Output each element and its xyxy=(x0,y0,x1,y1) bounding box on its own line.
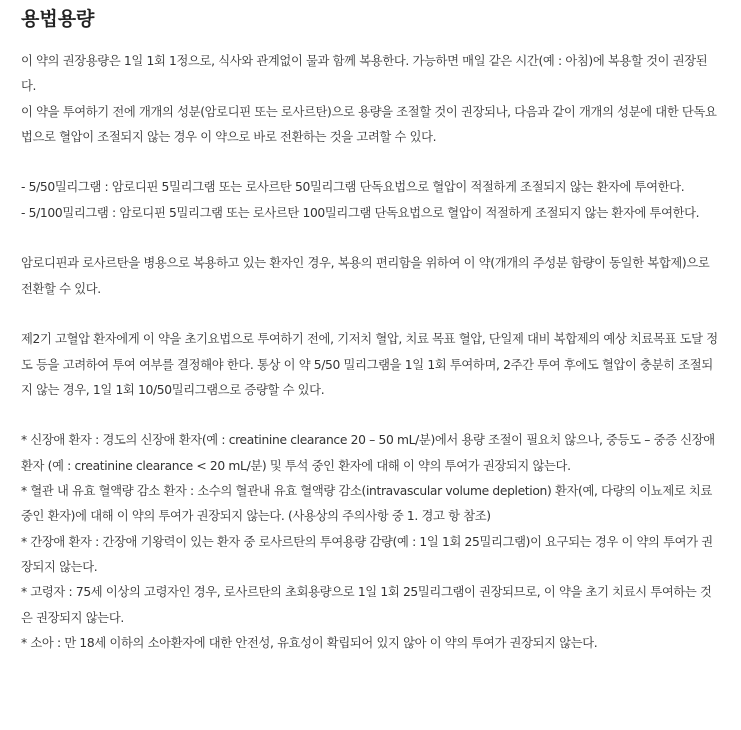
spacer xyxy=(21,302,720,327)
note-pediatric: * 소아 : 만 18세 이하의 소아환자에 대한 안전성, 유효성이 확립되어 있지 않아 이 약의 투여가 권장되지 않는다. xyxy=(21,635,598,650)
paragraph-switch: 암로디핀과 로사르탄을 병용으로 복용하고 있는 환자인 경우, 복용의 편리함을 위하여 이 약(개개의 주성분 함량이 동일한 복합제)으로 전환할 수 있다. xyxy=(21,256,710,296)
list-item-5-100: - 5/100밀리그램 : 암로디핀 5밀리그램 또는 로사르탄 100밀리그램 단독요법으로 혈압이 적절하게 조절되지 않는 환자에 투여한다. xyxy=(21,205,700,220)
dosage-content xyxy=(21,49,720,656)
section-title: 용법용량 xyxy=(21,8,95,30)
note-renal: * 신장애 환자 : 경도의 신장애 환자(예 : creatinine clearance 20 – 50 mL/분)에서 용량 조절이 필요치 않으나, 중등도 – 중증 신장애 환자 (예 : creatinine clearance < 20 mL/분) 및 투석 중인 환자에 대해 이 약의 투여가 권장되지 않는다. xyxy=(21,433,715,473)
note-volume-depletion: * 혈관 내 유효 혈액량 감소 환자 : 소수의 혈관내 유효 혈액량 감소(intravascular volume depletion) 환자(예, 다량의 이뇨제로 치료중인 환자)에 대해 이 약의 투여가 권장되지 않는다. (사용상의 주의사항 중 1. 경고 항 참조) xyxy=(21,484,712,524)
spacer xyxy=(21,150,720,175)
note-hepatic: * 간장애 환자 : 간장애 기왕력이 있는 환자 중 로사르탄의 투여용량 감량(예 : 1일 1회 25밀리그램)이 요구되는 경우 이 약의 투여가 권장되지 않는다. xyxy=(21,534,713,574)
paragraph-stage2: 제2기 고혈압 환자에게 이 약을 초기요법으로 투여하기 전에, 기저치 혈압, 치료 목표 혈압, 단일제 대비 복합제의 예상 치료목표 도달 정도 등을 고려하여 투여 여부를 결정해야 한다. 통상 이 약 5/50 밀리그램을 1일 1회 투여하며, 2주간 투여 후에도 혈압이 충분히 조절되지 않는 경우, 1일 1회 10/50밀리그램으로 증량할 수 있다. xyxy=(21,332,718,397)
note-elderly: * 고령자 : 75세 이상의 고령자인 경우, 로사르탄의 초회용량으로 1일 1회 25밀리그램이 권장되므로, 이 약을 초기 치료시 투여하는 것은 권장되지 않는다. xyxy=(21,585,712,625)
paragraph-titration: 이 약을 투여하기 전에 개개의 성분(암로디핀 또는 로사르탄)으로 용량을 조절할 것이 권장되나, 다음과 같이 개개의 성분에 대한 단독요법으로 혈압이 조절되지 않는 경우 이 약으로 바로 전환하는 것을 고려할 수 있다. xyxy=(21,104,717,144)
spacer xyxy=(21,403,720,428)
list-item-5-50: - 5/50밀리그램 : 암로디핀 5밀리그램 또는 로사르탄 50밀리그램 단독요법으로 혈압이 적절하게 조절되지 않는 환자에 투여한다. xyxy=(21,180,685,195)
paragraph-dosage: 이 약의 권장용량은 1일 1회 1정으로, 식사와 관계없이 물과 함께 복용한다. 가능하면 매일 같은 시간(예 : 아침)에 복용할 것이 권장된다. xyxy=(21,54,708,94)
spacer xyxy=(21,226,720,251)
